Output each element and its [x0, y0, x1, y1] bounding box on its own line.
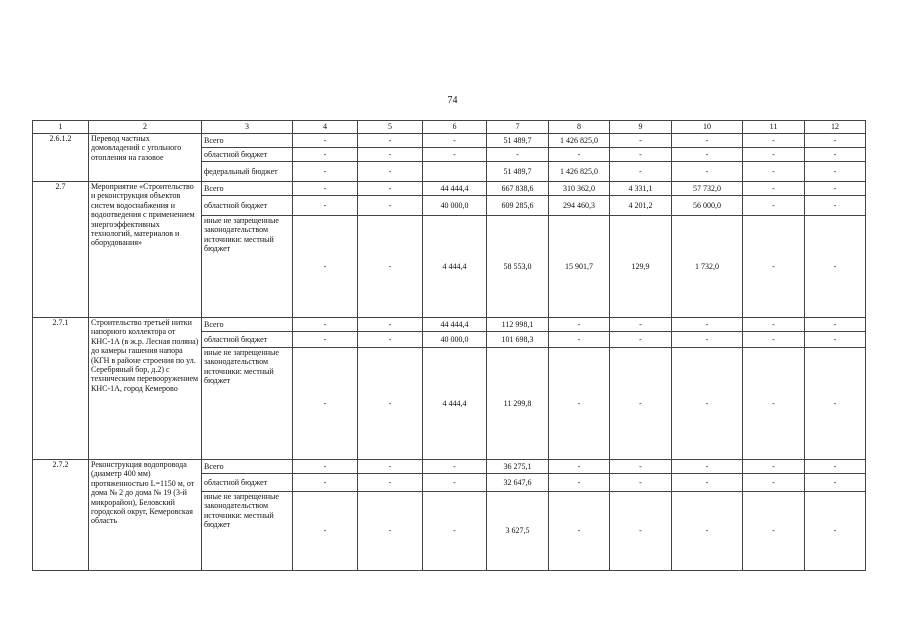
value-cell: -	[293, 318, 358, 332]
value-cell: 1 426 825,0	[549, 134, 610, 148]
column-header: 5	[358, 121, 423, 134]
value-cell: -	[358, 332, 423, 348]
value-cell: -	[293, 348, 358, 460]
funding-source: областной бюджет	[202, 474, 293, 492]
value-cell: 3 627,5	[487, 492, 549, 571]
value-cell: -	[293, 196, 358, 216]
value-cell: -	[549, 492, 610, 571]
column-header: 7	[487, 121, 549, 134]
value-cell: -	[743, 348, 805, 460]
value-cell: -	[610, 348, 672, 460]
value-cell: 51 489,7	[487, 134, 549, 148]
funding-source: Всего	[202, 318, 293, 332]
value-cell: -	[672, 162, 743, 182]
column-header: 9	[610, 121, 672, 134]
table-row	[33, 134, 866, 148]
value-cell: 44 444,4	[423, 318, 487, 332]
value-cell: -	[293, 162, 358, 182]
item-code: 2.7	[33, 182, 89, 318]
item-code: 2.7.2	[33, 460, 89, 571]
value-cell: -	[805, 182, 866, 196]
value-cell: 112 998,1	[487, 318, 549, 332]
column-header: 3	[202, 121, 293, 134]
value-cell: -	[549, 348, 610, 460]
value-cell: -	[672, 460, 743, 474]
value-cell: -	[293, 460, 358, 474]
value-cell: 56 000,0	[672, 196, 743, 216]
value-cell: -	[358, 460, 423, 474]
value-cell: 36 275,1	[487, 460, 549, 474]
value-cell: -	[358, 216, 423, 318]
value-cell: -	[423, 148, 487, 162]
value-cell: 101 698,3	[487, 332, 549, 348]
value-cell: -	[358, 492, 423, 571]
value-cell: -	[549, 332, 610, 348]
funding-source: Всего	[202, 134, 293, 148]
funding-source: областной бюджет	[202, 148, 293, 162]
value-cell: 310 362,0	[549, 182, 610, 196]
value-cell: -	[805, 348, 866, 460]
page-number: 74	[447, 95, 458, 106]
value-cell: -	[672, 348, 743, 460]
value-cell: 58 553,0	[487, 216, 549, 318]
value-cell: -	[743, 216, 805, 318]
value-cell: 4 444,4	[423, 348, 487, 460]
funding-source: иные не запрещенные законодательством источники: местный бюджет	[202, 348, 293, 460]
value-cell: -	[610, 332, 672, 348]
column-header: 6	[423, 121, 487, 134]
value-cell: -	[743, 332, 805, 348]
table-row	[33, 182, 866, 196]
value-cell: -	[743, 492, 805, 571]
value-cell: 4 331,1	[610, 182, 672, 196]
item-name: Мероприятие «Строительство и реконструкция объектов систем водоснабжения и водоотведения с применением энергоэффективных технологий, материалов и оборудования»	[89, 182, 202, 318]
funding-source: федеральный бюджет	[202, 162, 293, 182]
value-cell: -	[743, 162, 805, 182]
value-cell: -	[743, 318, 805, 332]
column-header: 10	[672, 121, 743, 134]
value-cell: 129,9	[610, 216, 672, 318]
value-cell: -	[610, 460, 672, 474]
column-header: 4	[293, 121, 358, 134]
value-cell: 32 647,6	[487, 474, 549, 492]
value-cell: -	[743, 474, 805, 492]
column-header-row	[33, 121, 866, 134]
value-cell: -	[805, 134, 866, 148]
value-cell: 667 838,6	[487, 182, 549, 196]
column-header: 12	[805, 121, 866, 134]
value-cell: -	[549, 474, 610, 492]
funding-source: иные не запрещенные законодательством источники: местный бюджет	[202, 492, 293, 571]
value-cell: 609 285,6	[487, 196, 549, 216]
value-cell: -	[805, 474, 866, 492]
value-cell: -	[610, 318, 672, 332]
column-header: 8	[549, 121, 610, 134]
value-cell: 294 460,3	[549, 196, 610, 216]
value-cell: -	[293, 134, 358, 148]
program-table	[32, 120, 866, 571]
value-cell: -	[805, 148, 866, 162]
value-cell: -	[423, 134, 487, 148]
value-cell: -	[358, 474, 423, 492]
table-row	[33, 460, 866, 474]
value-cell: -	[293, 182, 358, 196]
funding-source: областной бюджет	[202, 196, 293, 216]
funding-source: Всего	[202, 182, 293, 196]
value-cell: -	[610, 492, 672, 571]
funding-source: иные не запрещенные законодательством источники: местный бюджет	[202, 216, 293, 318]
value-cell: 51 489,7	[487, 162, 549, 182]
value-cell: -	[358, 348, 423, 460]
value-cell: -	[293, 148, 358, 162]
value-cell: -	[549, 148, 610, 162]
funding-source: областной бюджет	[202, 332, 293, 348]
value-cell: -	[487, 148, 549, 162]
value-cell: 15 901,7	[549, 216, 610, 318]
value-cell: -	[672, 492, 743, 571]
value-cell: -	[805, 216, 866, 318]
value-cell: -	[805, 460, 866, 474]
item-name: Строительство третьей нитки напорного коллектора от КНС-1А (в ж.р. Лесная поляна) до камеры гашения напора (КГН в районе строения по ул. Серебряный бор, д.2) с техническим перевооружением КНС-1А, город Кемерово	[89, 318, 202, 460]
value-cell: -	[358, 162, 423, 182]
column-header: 1	[33, 121, 89, 134]
column-header: 2	[89, 121, 202, 134]
value-cell: 44 444,4	[423, 182, 487, 196]
value-cell: 40 000,0	[423, 196, 487, 216]
value-cell: -	[358, 196, 423, 216]
value-cell: -	[672, 134, 743, 148]
value-cell: 4 444,4	[423, 216, 487, 318]
value-cell: -	[358, 134, 423, 148]
value-cell: -	[549, 460, 610, 474]
value-cell: 1 426 825,0	[549, 162, 610, 182]
value-cell: -	[805, 162, 866, 182]
value-cell: -	[423, 474, 487, 492]
column-header: 11	[743, 121, 805, 134]
value-cell: -	[293, 216, 358, 318]
value-cell: -	[805, 332, 866, 348]
value-cell: -	[672, 148, 743, 162]
value-cell: 11 299,8	[487, 348, 549, 460]
value-cell: -	[805, 318, 866, 332]
value-cell: -	[423, 460, 487, 474]
value-cell: -	[358, 148, 423, 162]
value-cell	[423, 162, 487, 182]
value-cell: -	[743, 148, 805, 162]
item-name: Перевод частных домовладений с угольного отопления на газовое	[89, 134, 202, 182]
value-cell: 57 732,0	[672, 182, 743, 196]
value-cell: -	[610, 148, 672, 162]
value-cell: -	[423, 492, 487, 571]
value-cell: -	[293, 492, 358, 571]
value-cell: -	[672, 332, 743, 348]
value-cell: -	[672, 474, 743, 492]
value-cell: -	[293, 474, 358, 492]
item-code: 2.6.1.2	[33, 134, 89, 182]
value-cell: -	[549, 318, 610, 332]
value-cell: 40 000,0	[423, 332, 487, 348]
value-cell: 4 201,2	[610, 196, 672, 216]
table-row	[33, 318, 866, 332]
value-cell: -	[743, 182, 805, 196]
funding-source: Всего	[202, 460, 293, 474]
value-cell: -	[805, 196, 866, 216]
value-cell: -	[743, 134, 805, 148]
value-cell: -	[743, 460, 805, 474]
item-name: Реконструкция водопровода (диаметр 400 мм) протяженностью L=1150 м, от дома № 2 до дома № 19 (3-й микрорайон), Беловский городской округ, Кемеровская область	[89, 460, 202, 571]
value-cell: -	[358, 182, 423, 196]
value-cell: -	[610, 134, 672, 148]
value-cell: -	[610, 474, 672, 492]
value-cell: -	[293, 332, 358, 348]
table-body	[33, 121, 866, 571]
value-cell: -	[610, 162, 672, 182]
item-code: 2.7.1	[33, 318, 89, 460]
value-cell: -	[743, 196, 805, 216]
value-cell: -	[358, 318, 423, 332]
value-cell: -	[805, 492, 866, 571]
value-cell: -	[672, 318, 743, 332]
value-cell: 1 732,0	[672, 216, 743, 318]
